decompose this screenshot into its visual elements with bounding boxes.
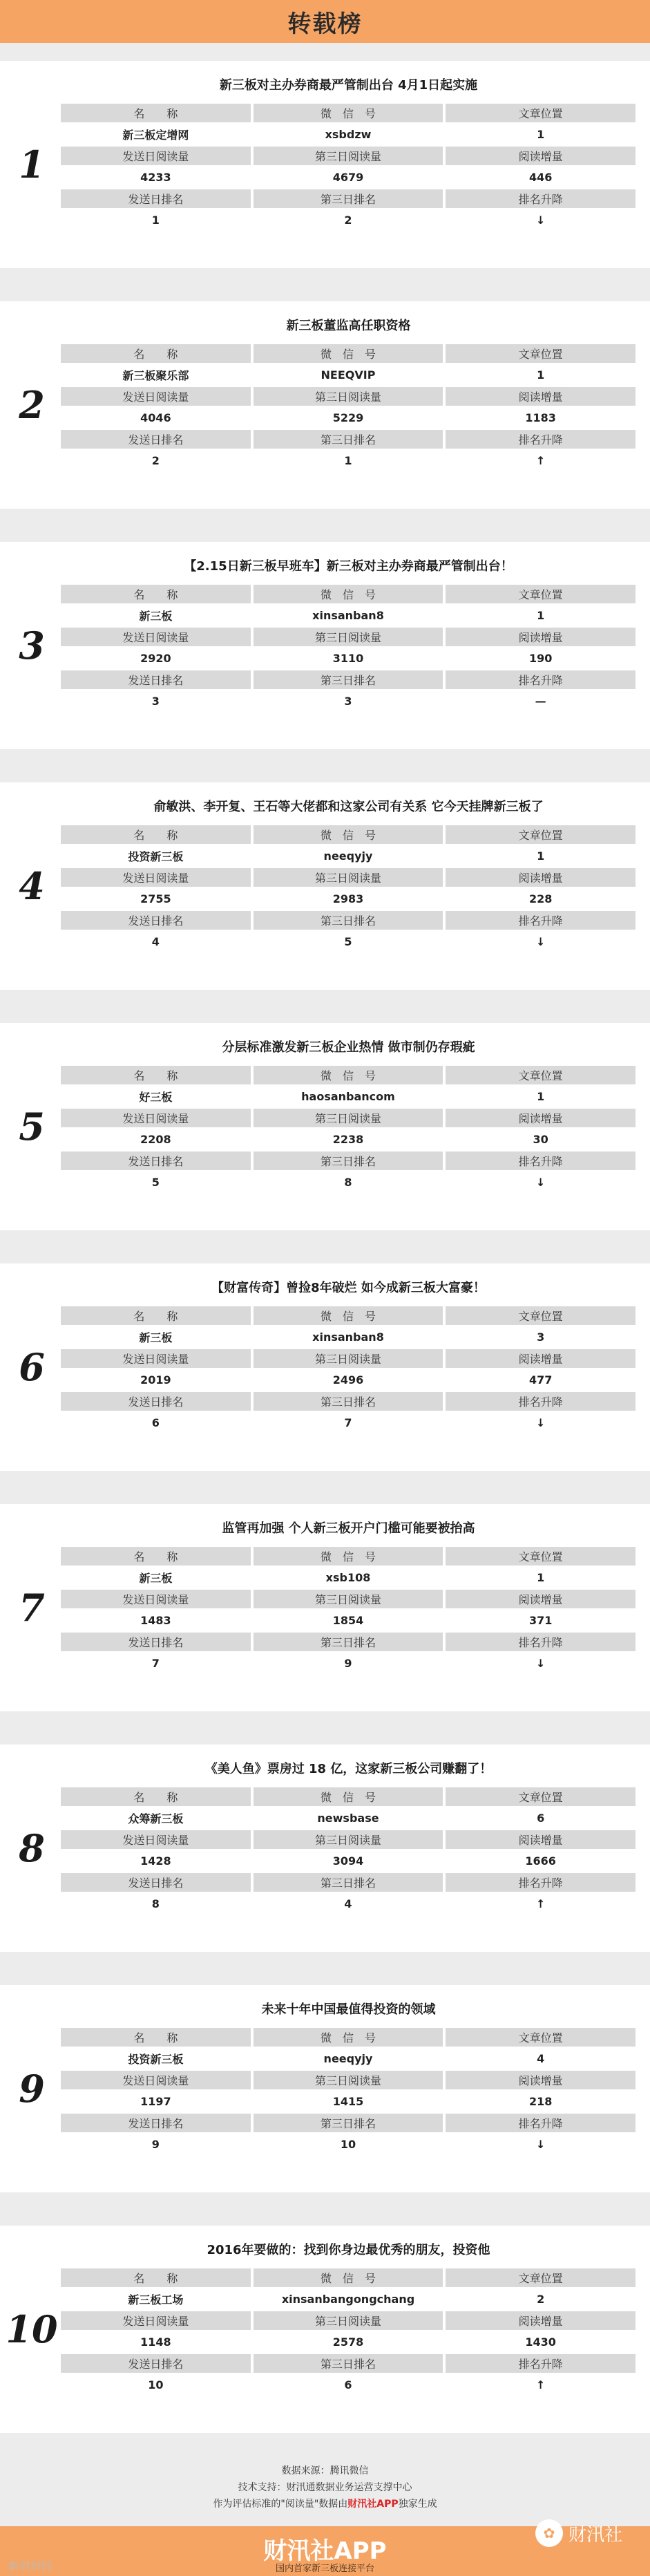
name-label: 名 称	[61, 1787, 251, 1806]
rank-change-label: 排名升降	[446, 911, 635, 930]
ranking-block	[0, 1985, 650, 2192]
note-highlight: 财汛社APP	[347, 2499, 399, 2510]
wechat-id-label: 微 信 号	[254, 825, 443, 844]
note-text	[0, 2497, 650, 2510]
third-day-rank-label: 第三日排名	[254, 430, 443, 449]
send-day-rank-label: 发送日排名	[61, 1633, 251, 1651]
page-header	[0, 0, 650, 43]
rank-change: ↑	[446, 451, 635, 470]
third-day-rank-label: 第三日排名	[254, 670, 443, 689]
wechat-id-label: 微 信 号	[254, 344, 443, 363]
rank-change: ↑	[446, 1895, 635, 1913]
name-label: 名 称	[61, 1306, 251, 1325]
ranking-block	[0, 301, 650, 509]
third-day-rank-label: 第三日排名	[254, 1151, 443, 1170]
article-headline[interactable]: 新三板对主办券商最严管制出台 4月1日起实施	[219, 78, 478, 93]
third-day-rank: 8	[254, 1173, 443, 1192]
read-count-label: 发送日阅读量	[61, 1830, 251, 1849]
rank-change-label: 排名升降	[446, 2354, 635, 2373]
stats-grid	[61, 1547, 635, 1673]
wechat-logo-icon: ✿	[535, 2519, 563, 2547]
rank-change-label: 排名升降	[446, 1392, 635, 1411]
send-day-rank: 9	[61, 2135, 251, 2154]
data-source-text: 数据来源：腾讯微信	[281, 2465, 369, 2476]
read-count: 1428	[61, 1852, 251, 1870]
third-day-read-label: 第三日阅读量	[254, 628, 443, 646]
rank-change-label: 排名升降	[446, 1633, 635, 1651]
rank-change: ↓	[446, 1413, 635, 1432]
third-day-rank-label: 第三日排名	[254, 1873, 443, 1892]
page-footer	[0, 2461, 650, 2576]
third-day-read: 4679	[254, 168, 443, 187]
account-name: 投资新三板	[61, 847, 251, 865]
stats-grid	[61, 1066, 635, 1192]
read-increase-label: 阅读增量	[446, 1109, 635, 1127]
read-count-label: 发送日阅读量	[61, 1590, 251, 1608]
third-day-rank-label: 第三日排名	[254, 2354, 443, 2373]
send-day-rank-label: 发送日排名	[61, 430, 251, 449]
send-day-rank-label: 发送日排名	[61, 670, 251, 689]
position-label: 文章位置	[446, 1787, 635, 1806]
read-increase: 228	[446, 890, 635, 908]
third-day-read-label: 第三日阅读量	[254, 2311, 443, 2330]
article-position: 2	[446, 2290, 635, 2309]
brand-tagline: 国内首家新三板连接平台	[275, 2564, 374, 2574]
read-count: 1148	[61, 2333, 251, 2351]
wechat-id-label: 微 信 号	[254, 1787, 443, 1806]
brand-name: 财汛社APP	[263, 2537, 387, 2565]
rank-number: 2	[19, 383, 45, 427]
third-day-read-label: 第三日阅读量	[254, 2071, 443, 2089]
send-day-rank-label: 发送日排名	[61, 911, 251, 930]
third-day-rank: 6	[254, 2376, 443, 2394]
third-day-rank: 7	[254, 1413, 443, 1432]
read-increase: 190	[446, 649, 635, 668]
watermark-right	[535, 2519, 622, 2547]
read-count: 4233	[61, 168, 251, 187]
third-day-rank-label: 第三日排名	[254, 189, 443, 208]
stats-grid	[61, 585, 635, 711]
read-count-label: 发送日阅读量	[61, 2311, 251, 2330]
position-label: 文章位置	[446, 1066, 635, 1084]
rank-change: —	[446, 692, 635, 711]
article-position: 6	[446, 1809, 635, 1827]
third-day-read-label: 第三日阅读量	[254, 147, 443, 165]
read-increase-label: 阅读增量	[446, 387, 635, 406]
account-name: 新三板	[61, 1328, 251, 1346]
article-position: 4	[446, 2049, 635, 2068]
third-day-rank: 9	[254, 1654, 443, 1673]
send-day-rank: 10	[61, 2376, 251, 2394]
wechat-id: haosanbancom	[254, 1087, 443, 1106]
position-label: 文章位置	[446, 2028, 635, 2047]
wechat-id-label: 微 信 号	[254, 2268, 443, 2287]
article-headline[interactable]: 【2.15日新三板早班车】新三板对主办券商最严管制出台！	[184, 559, 513, 574]
wechat-id-label: 微 信 号	[254, 1547, 443, 1566]
third-day-read-label: 第三日阅读量	[254, 387, 443, 406]
read-count: 2755	[61, 890, 251, 908]
rank-number: 8	[19, 1826, 45, 1870]
third-day-rank: 1	[254, 451, 443, 470]
ranking-block	[0, 2226, 650, 2433]
send-day-rank-label: 发送日排名	[61, 1151, 251, 1170]
name-label: 名 称	[61, 585, 251, 603]
position-label: 文章位置	[446, 2268, 635, 2287]
tech-support-text: 技术支持：财汛通数据业务运营支撑中心	[238, 2482, 412, 2493]
read-increase: 446	[446, 168, 635, 187]
rank-change-label: 排名升降	[446, 1873, 635, 1892]
third-day-rank: 10	[254, 2135, 443, 2154]
third-day-read: 2578	[254, 2333, 443, 2351]
article-headline[interactable]: 监管再加强 个人新三板开户门槛可能要被抬高	[222, 1521, 475, 1536]
rank-change: ↓	[446, 1654, 635, 1673]
send-day-rank: 5	[61, 1173, 251, 1192]
read-count-label: 发送日阅读量	[61, 628, 251, 646]
send-day-rank: 2	[61, 451, 251, 470]
stats-grid	[61, 344, 635, 470]
rank-change: ↓	[446, 1173, 635, 1192]
position-label: 文章位置	[446, 104, 635, 122]
send-day-rank: 4	[61, 932, 251, 951]
third-day-rank: 4	[254, 1895, 443, 1913]
ranking-block	[0, 542, 650, 749]
position-label: 文章位置	[446, 825, 635, 844]
read-increase: 1183	[446, 408, 635, 427]
third-day-read: 2983	[254, 890, 443, 908]
third-day-rank: 3	[254, 692, 443, 711]
position-label: 文章位置	[446, 1547, 635, 1566]
read-increase: 1430	[446, 2333, 635, 2351]
read-count: 4046	[61, 408, 251, 427]
third-day-rank-label: 第三日排名	[254, 1633, 443, 1651]
article-position: 1	[446, 606, 635, 625]
account-name: 好三板	[61, 1087, 251, 1106]
read-count-label: 发送日阅读量	[61, 387, 251, 406]
rank-number: 6	[19, 1345, 45, 1389]
stats-grid	[61, 2028, 635, 2154]
rank-number: 10	[6, 2307, 58, 2351]
send-day-rank-label: 发送日排名	[61, 1392, 251, 1411]
rank-number: 3	[19, 623, 45, 668]
read-increase: 30	[446, 1130, 635, 1149]
position-label: 文章位置	[446, 1306, 635, 1325]
third-day-rank-label: 第三日排名	[254, 2114, 443, 2132]
wechat-id-label: 微 信 号	[254, 104, 443, 122]
third-day-read: 2238	[254, 1130, 443, 1149]
send-day-rank: 3	[61, 692, 251, 711]
read-increase: 218	[446, 2092, 635, 2111]
page-title: 转载榜	[287, 10, 363, 38]
read-increase: 1666	[446, 1852, 635, 1870]
account-name: 新三板工场	[61, 2290, 251, 2309]
article-position: 1	[446, 1087, 635, 1106]
read-increase-label: 阅读增量	[446, 1830, 635, 1849]
read-count-label: 发送日阅读量	[61, 2071, 251, 2089]
article-headline[interactable]: 分层标准激发新三板企业热情 做市制仍存瑕疵	[222, 1040, 475, 1055]
third-day-read: 5229	[254, 408, 443, 427]
name-label: 名 称	[61, 344, 251, 363]
read-increase: 371	[446, 1611, 635, 1630]
read-increase-label: 阅读增量	[446, 147, 635, 165]
stats-grid	[61, 1306, 635, 1432]
third-day-read: 3110	[254, 649, 443, 668]
send-day-rank: 1	[61, 211, 251, 229]
article-position: 1	[446, 1568, 635, 1587]
name-label: 名 称	[61, 2028, 251, 2047]
wechat-id-label: 微 信 号	[254, 1306, 443, 1325]
position-label: 文章位置	[446, 585, 635, 603]
wechat-id: neeqyjy	[254, 847, 443, 865]
read-count: 2208	[61, 1130, 251, 1149]
wechat-id: xinsanban8	[254, 606, 443, 625]
watermark-left: 新浪财经	[8, 2559, 53, 2573]
position-label: 文章位置	[446, 344, 635, 363]
read-increase-label: 阅读增量	[446, 628, 635, 646]
third-day-read: 2496	[254, 1371, 443, 1389]
account-name: 新三板	[61, 606, 251, 625]
third-day-read-label: 第三日阅读量	[254, 1590, 443, 1608]
ranking-block	[0, 782, 650, 990]
article-headline[interactable]: 《美人鱼》票房过 18 亿，这家新三板公司赚翻了！	[204, 1762, 493, 1776]
stats-grid	[61, 2268, 635, 2394]
article-position: 1	[446, 366, 635, 384]
article-headline[interactable]: 俞敏洪、李开复、王石等大佬都和这家公司有关系 它今天挂牌新三板了	[153, 800, 544, 814]
third-day-read: 1854	[254, 1611, 443, 1630]
wechat-id: newsbase	[254, 1809, 443, 1827]
article-position: 3	[446, 1328, 635, 1346]
send-day-rank-label: 发送日排名	[61, 189, 251, 208]
wechat-id: xinsanbangongchang	[254, 2290, 443, 2309]
read-count: 2920	[61, 649, 251, 668]
article-headline[interactable]: 未来十年中国最值得投资的领域	[261, 2002, 436, 2017]
watermark-right-text: 财汛社	[568, 2524, 622, 2546]
wechat-id: NEEQVIP	[254, 366, 443, 384]
read-count: 1197	[61, 2092, 251, 2111]
third-day-read-label: 第三日阅读量	[254, 1349, 443, 1368]
account-name: 新三板聚乐部	[61, 366, 251, 384]
read-increase-label: 阅读增量	[446, 1590, 635, 1608]
send-day-rank: 6	[61, 1413, 251, 1432]
name-label: 名 称	[61, 825, 251, 844]
read-count-label: 发送日阅读量	[61, 868, 251, 887]
rank-number: 7	[19, 1586, 45, 1630]
ranking-block	[0, 1745, 650, 1952]
read-count: 2019	[61, 1371, 251, 1389]
ranking-list	[0, 61, 650, 2466]
third-day-read: 3094	[254, 1852, 443, 1870]
third-day-rank-label: 第三日排名	[254, 911, 443, 930]
article-headline[interactable]: 【财富传奇】曾捡8年破烂 如今成新三板大富豪！	[211, 1281, 486, 1295]
read-count-label: 发送日阅读量	[61, 147, 251, 165]
rank-number: 4	[19, 864, 45, 908]
article-position: 1	[446, 125, 635, 144]
third-day-read-label: 第三日阅读量	[254, 1109, 443, 1127]
send-day-rank-label: 发送日排名	[61, 2354, 251, 2373]
wechat-id-label: 微 信 号	[254, 1066, 443, 1084]
ranking-block	[0, 1023, 650, 1230]
stats-grid	[61, 1787, 635, 1913]
account-name: 投资新三板	[61, 2049, 251, 2068]
rank-number: 5	[19, 1104, 45, 1149]
third-day-read: 1415	[254, 2092, 443, 2111]
wechat-id: xsbdzw	[254, 125, 443, 144]
rank-change-label: 排名升降	[446, 1151, 635, 1170]
wechat-id: neeqyjy	[254, 2049, 443, 2068]
ranking-block	[0, 1504, 650, 1711]
article-headline[interactable]: 2016年要做的：找到你身边最优秀的朋友，投资他	[207, 2243, 490, 2257]
third-day-read-label: 第三日阅读量	[254, 868, 443, 887]
third-day-rank: 2	[254, 211, 443, 229]
name-label: 名 称	[61, 2268, 251, 2287]
rank-change: ↓	[446, 211, 635, 229]
rank-change: ↑	[446, 2376, 635, 2394]
account-name: 新三板定增网	[61, 125, 251, 144]
third-day-rank: 5	[254, 932, 443, 951]
wechat-id: xsb108	[254, 1568, 443, 1587]
rank-change: ↓	[446, 932, 635, 951]
send-day-rank-label: 发送日排名	[61, 2114, 251, 2132]
read-count: 1483	[61, 1611, 251, 1630]
stats-grid	[61, 104, 635, 229]
read-increase: 477	[446, 1371, 635, 1389]
send-day-rank-label: 发送日排名	[61, 1873, 251, 1892]
note-suffix: 独家生成	[398, 2499, 437, 2510]
ranking-block	[0, 61, 650, 268]
rank-change-label: 排名升降	[446, 430, 635, 449]
rank-change: ↓	[446, 2135, 635, 2154]
read-increase-label: 阅读增量	[446, 2071, 635, 2089]
third-day-read-label: 第三日阅读量	[254, 1830, 443, 1849]
article-headline[interactable]: 新三板董监高任职资格	[286, 319, 411, 333]
wechat-id-label: 微 信 号	[254, 585, 443, 603]
read-increase-label: 阅读增量	[446, 1349, 635, 1368]
name-label: 名 称	[61, 1066, 251, 1084]
name-label: 名 称	[61, 1547, 251, 1566]
account-name: 新三板	[61, 1568, 251, 1587]
read-increase-label: 阅读增量	[446, 2311, 635, 2330]
third-day-rank-label: 第三日排名	[254, 1392, 443, 1411]
account-name: 众筹新三板	[61, 1809, 251, 1827]
read-count-label: 发送日阅读量	[61, 1109, 251, 1127]
send-day-rank: 7	[61, 1654, 251, 1673]
rank-change-label: 排名升降	[446, 189, 635, 208]
rank-change-label: 排名升降	[446, 670, 635, 689]
read-count-label: 发送日阅读量	[61, 1349, 251, 1368]
wechat-id: xinsanban8	[254, 1328, 443, 1346]
article-position: 1	[446, 847, 635, 865]
stats-grid	[61, 825, 635, 951]
wechat-id-label: 微 信 号	[254, 2028, 443, 2047]
rank-change-label: 排名升降	[446, 2114, 635, 2132]
note-prefix: 作为评估标准的"阅读量"数据由	[213, 2499, 348, 2510]
rank-number: 1	[19, 142, 45, 187]
send-day-rank: 8	[61, 1895, 251, 1913]
rank-number: 9	[19, 2067, 45, 2111]
read-increase-label: 阅读增量	[446, 868, 635, 887]
ranking-block	[0, 1263, 650, 1471]
name-label: 名 称	[61, 104, 251, 122]
